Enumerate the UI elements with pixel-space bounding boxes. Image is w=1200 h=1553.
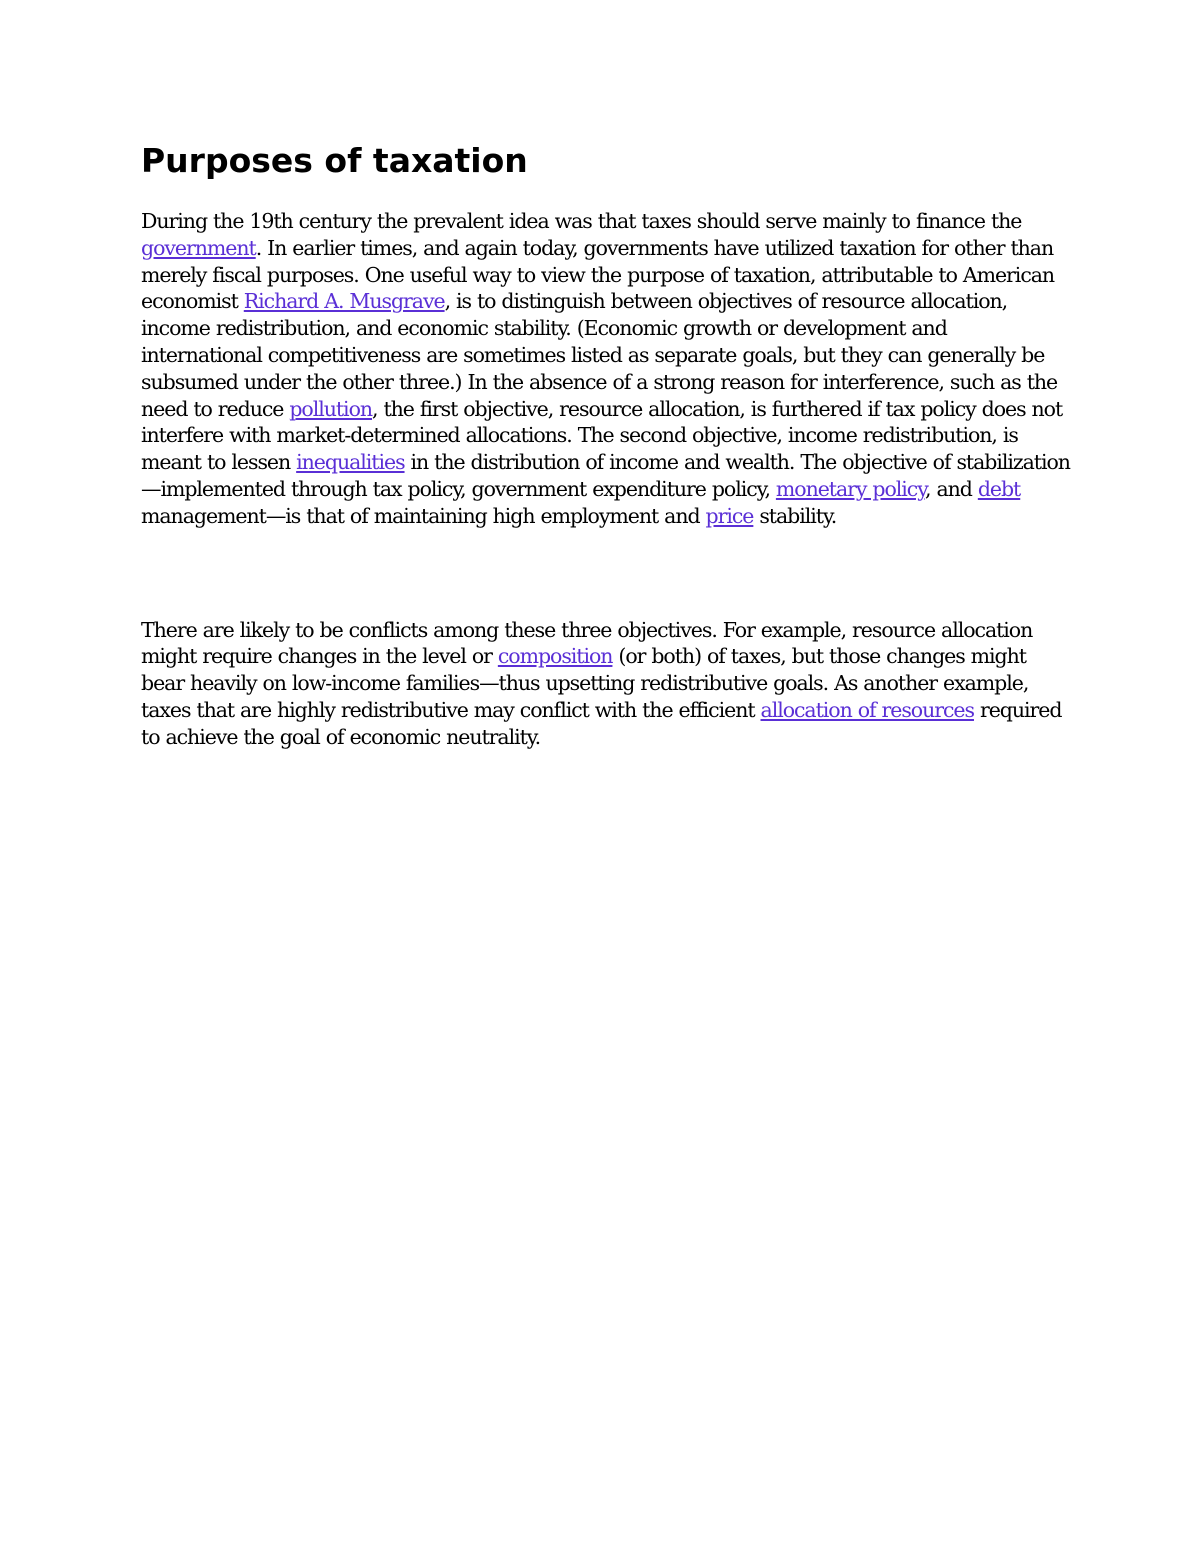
paragraph-text: . In earlier times, and again today, governments have utilized taxation for other than merely fiscal purposes. One useful way to view the purpose of taxation, attributable to American economist (141, 235, 1055, 314)
link-composition[interactable]: composition (497, 644, 613, 669)
link-debt[interactable]: debt (977, 476, 1021, 501)
paragraph-text: During the 19th century the prevalent idea was that taxes should serve mainly to finance the (141, 209, 1022, 233)
document-page (141, 138, 1071, 751)
link-pollution[interactable]: pollution (289, 396, 373, 421)
paragraph-text: , and (925, 476, 978, 501)
page-title: Purposes of taxation (141, 141, 528, 180)
paragraph-text: There are likely to be conflicts among these three objectives. For example, resource allocation might require changes in the level or (141, 617, 1033, 669)
link-allocation-of-resources[interactable]: allocation of resources (760, 697, 974, 722)
paragraph-1 (141, 208, 1071, 530)
paragraph-text: (or both) of taxes, but those changes might bear heavily on low-income families—thus upsetting redistributive goals. As another example, taxes that are highly redistributive may conflict with the efficient (141, 644, 1029, 722)
link-inequalities[interactable]: inequalities (296, 450, 405, 475)
link-monetary-policy[interactable]: monetary policy (775, 476, 926, 501)
link-government[interactable]: government (141, 235, 256, 260)
paragraph-2 (141, 617, 1071, 751)
paragraph-text: , the first objective, resource allocation, is furthered if tax policy does not interfere with market-determined allocations. The second objective, income redistribution, is meant to lessen (141, 396, 1063, 475)
link-price[interactable]: price (705, 503, 754, 528)
paragraph-text: stability. (753, 503, 837, 528)
paragraph-text: management—is that of maintaining high employment and (141, 503, 706, 528)
paragraph-text: required to achieve the goal of economic neutrality. (141, 697, 1062, 749)
paragraph-text: , is to distinguish between objectives of resource allocation, income redistribution, and economic stability. (Economic growth or development and international competitiveness are sometimes listed as separate goals, but they can generally be subsumed under the other three.) In the absence of a strong reason for interference, such as the need to reduce (141, 289, 1058, 421)
link-richard-a-musgrave[interactable]: Richard A. Musgrave (243, 289, 445, 314)
paragraph-text: in the distribution of income and wealth. The objective of stabilization—implemented through tax policy, government expenditure policy, (141, 450, 1070, 501)
